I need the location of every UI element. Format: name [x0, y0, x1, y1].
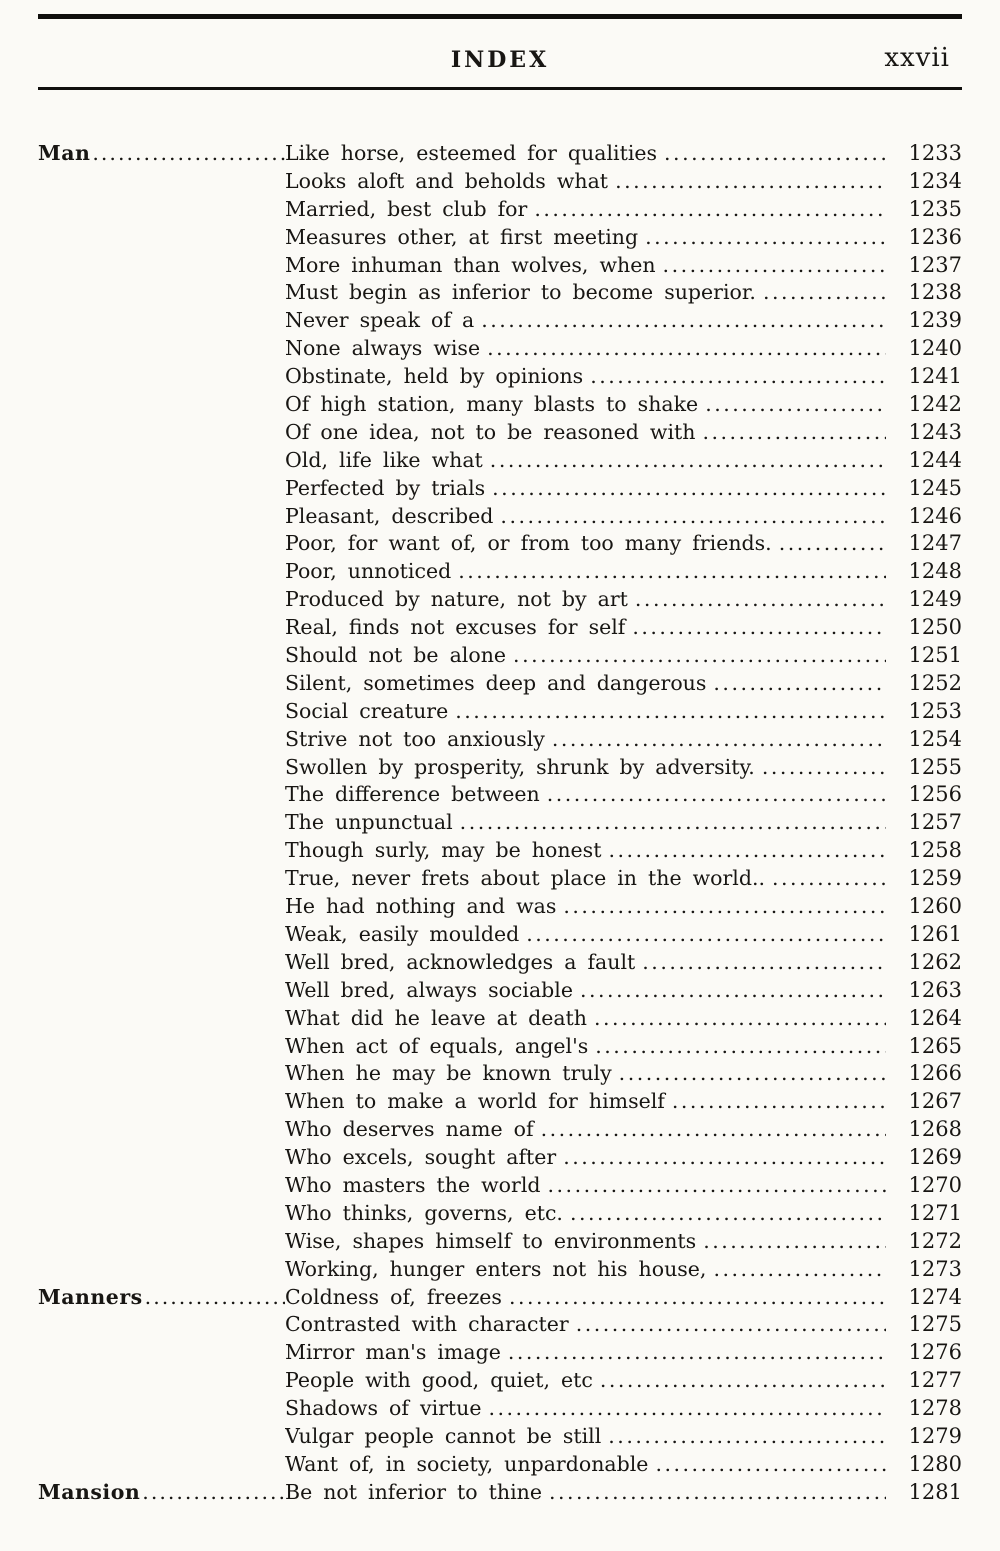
leader-dots — [702, 419, 886, 447]
index-row — [38, 1060, 962, 1088]
entry-text: Who masters the world — [285, 1172, 541, 1197]
entry-cell — [285, 475, 890, 503]
index-row — [38, 447, 962, 475]
leader-dots — [455, 698, 886, 726]
leader-dots — [762, 754, 886, 782]
index-row — [38, 140, 962, 168]
leader-dots — [672, 1088, 886, 1116]
leader-dots — [547, 781, 886, 809]
entry-text: The difference between — [285, 782, 540, 807]
index-list — [38, 140, 962, 1507]
leader-dots — [458, 558, 886, 586]
entry-cell — [285, 1060, 890, 1088]
entry-page-number: 1263 — [908, 977, 962, 1002]
term-leader-dots — [92, 140, 285, 168]
entry-text: Should not be alone — [285, 643, 507, 668]
entry-cell — [285, 363, 890, 391]
entry-page-number: 1256 — [908, 782, 962, 807]
entry-cell — [285, 1088, 890, 1116]
entry-text: Married, best club for — [285, 196, 528, 221]
entry-cell — [285, 530, 890, 558]
entry-cell — [285, 419, 890, 447]
entry-page-number: 1281 — [908, 1479, 962, 1504]
term-leader-dots — [142, 1479, 285, 1507]
entry-text: Vulgar people cannot be still — [285, 1423, 602, 1448]
entry-text: What did he leave at death — [285, 1005, 588, 1030]
entry-text: None always wise — [285, 336, 481, 361]
entry-text: Of one idea, not to be reasoned with — [285, 419, 696, 444]
entry-cell — [285, 1423, 890, 1451]
term-leader-dots — [145, 1284, 285, 1312]
entry-page-number: 1257 — [908, 810, 962, 835]
leader-dots — [663, 252, 886, 280]
header-rule — [38, 87, 962, 90]
entry-page-number: 1254 — [908, 726, 962, 751]
leader-dots — [608, 837, 886, 865]
index-row — [38, 1423, 962, 1451]
entry-page-number: 1266 — [908, 1061, 962, 1086]
index-row — [38, 921, 962, 949]
entry-page-number: 1245 — [908, 475, 962, 500]
index-row — [38, 363, 962, 391]
entry-page-number: 1235 — [908, 196, 962, 221]
leader-dots — [632, 614, 886, 642]
leader-dots — [534, 196, 886, 224]
leader-dots — [563, 893, 886, 921]
entry-cell — [285, 1144, 890, 1172]
leader-dots — [619, 1060, 886, 1088]
entry-text: Coldness of, freezes — [285, 1284, 502, 1309]
entry-text: Never speak of a — [285, 308, 475, 333]
entry-cell — [285, 252, 890, 280]
leader-dots — [500, 503, 886, 531]
entry-cell — [285, 1311, 890, 1339]
entry-cell — [285, 1172, 890, 1200]
leader-dots — [508, 1339, 886, 1367]
entry-text: Wise, shapes himself to environments — [285, 1228, 697, 1253]
leader-dots — [481, 307, 886, 335]
entry-text: Well bred, acknowledges a fault — [285, 949, 636, 974]
entry-page-number: 1246 — [908, 503, 962, 528]
entry-cell — [285, 1479, 890, 1507]
index-row — [38, 279, 962, 307]
entry-text: Though surly, may be honest — [285, 838, 602, 863]
index-row — [38, 781, 962, 809]
leader-dots — [580, 977, 886, 1005]
index-row — [38, 977, 962, 1005]
index-row — [38, 1339, 962, 1367]
leader-dots — [549, 1479, 886, 1507]
entry-text: Mirror man's image — [285, 1340, 501, 1365]
index-row — [38, 1088, 962, 1116]
entry-cell — [285, 447, 890, 475]
leader-dots — [713, 1256, 886, 1284]
leader-dots — [487, 335, 886, 363]
entry-cell — [285, 168, 890, 196]
entry-text: Measures other, at first meeting — [285, 224, 639, 249]
leader-dots — [541, 1116, 886, 1144]
entry-text: Strive not too anxiously — [285, 726, 545, 751]
entry-page-number: 1276 — [908, 1340, 962, 1365]
entry-cell — [285, 1451, 890, 1479]
leader-dots — [763, 279, 886, 307]
entry-page-number: 1279 — [908, 1423, 962, 1448]
entry-page-number: 1259 — [908, 866, 962, 891]
entry-cell — [285, 642, 890, 670]
entry-page-number: 1238 — [908, 280, 962, 305]
leader-dots — [595, 1033, 886, 1061]
entry-text: People with good, quiet, etc — [285, 1368, 593, 1393]
leader-dots — [615, 168, 886, 196]
page-header — [38, 19, 962, 87]
index-row — [38, 893, 962, 921]
entry-page-number: 1249 — [908, 587, 962, 612]
leader-dots — [655, 1451, 886, 1479]
entry-page-number: 1233 — [908, 141, 962, 165]
entry-text: Old, life like what — [285, 447, 483, 472]
entry-page-number: 1237 — [908, 252, 962, 277]
entry-page-number: 1278 — [908, 1396, 962, 1421]
entry-cell — [285, 1005, 890, 1033]
entry-cell — [285, 698, 890, 726]
index-row — [38, 865, 962, 893]
index-row — [38, 475, 962, 503]
entry-cell — [285, 1367, 890, 1395]
entry-text: The unpunctual — [285, 810, 453, 835]
entry-page-number: 1277 — [908, 1368, 962, 1393]
index-row — [38, 419, 962, 447]
entry-cell — [285, 809, 890, 837]
entry-text: Pleasant, described — [285, 503, 494, 528]
entry-text: Perfected by trials — [285, 475, 486, 500]
index-row — [38, 558, 962, 586]
entry-page-number: 1269 — [908, 1145, 962, 1170]
entry-page-number: 1267 — [908, 1089, 962, 1114]
entry-cell — [285, 837, 890, 865]
index-row — [38, 530, 962, 558]
entry-text: Silent, sometimes deep and dangerous — [285, 670, 707, 695]
leader-dots — [645, 224, 886, 252]
index-term: Mansion — [38, 1479, 141, 1504]
entry-cell — [285, 893, 890, 921]
entry-text: When to make a world for himself — [285, 1089, 665, 1114]
index-row — [38, 391, 962, 419]
entry-page-number: 1271 — [908, 1200, 962, 1225]
entry-text: More inhuman than wolves, when — [285, 252, 656, 277]
entry-text: Obstinate, held by opinions — [285, 364, 584, 389]
entry-page-number: 1262 — [908, 949, 962, 974]
entry-cell — [285, 865, 890, 893]
index-row — [38, 168, 962, 196]
entry-text: Want of, in society, unpardonable — [285, 1451, 649, 1476]
index-row — [38, 754, 962, 782]
index-title: INDEX — [450, 47, 550, 73]
entry-cell — [285, 754, 890, 782]
entry-page-number: 1264 — [908, 1005, 962, 1030]
index-row — [38, 642, 962, 670]
entry-page-number: 1242 — [908, 392, 962, 417]
entry-text: Looks aloft and beholds what — [285, 168, 609, 193]
index-row — [38, 307, 962, 335]
leader-dots — [548, 1172, 886, 1200]
entry-page-number: 1255 — [908, 754, 962, 779]
entry-text: Social creature — [285, 698, 449, 723]
leader-dots — [489, 1395, 887, 1423]
index-row — [38, 252, 962, 280]
entry-text: Poor, for want of, or from too many friends. — [285, 531, 772, 556]
entry-page-number: 1260 — [908, 894, 962, 919]
entry-cell — [285, 1200, 890, 1228]
entry-page-number: 1272 — [908, 1228, 962, 1253]
leader-dots — [509, 1284, 886, 1312]
entry-text: Shadows of virtue — [285, 1396, 482, 1421]
entry-page-number: 1234 — [908, 168, 962, 193]
index-row — [38, 809, 962, 837]
index-row — [38, 586, 962, 614]
entry-cell — [285, 196, 890, 224]
entry-text: Working, hunger enters not his house, — [285, 1256, 707, 1281]
entry-text: Of high station, many blasts to shake — [285, 392, 699, 417]
index-term: Manners — [38, 1284, 143, 1309]
leader-dots — [570, 1200, 886, 1228]
entry-page-number: 1244 — [908, 447, 962, 472]
leader-dots — [576, 1311, 886, 1339]
entry-page-number: 1239 — [908, 308, 962, 333]
entry-cell — [285, 1228, 890, 1256]
index-row — [38, 698, 962, 726]
entry-page-number: 1236 — [908, 224, 962, 249]
leader-dots — [563, 1144, 886, 1172]
entry-cell — [285, 977, 890, 1005]
index-row — [38, 949, 962, 977]
entry-page-number: 1275 — [908, 1312, 962, 1337]
leader-dots — [490, 447, 886, 475]
index-row — [38, 1116, 962, 1144]
entry-text: He had nothing and was — [285, 894, 557, 919]
leader-dots — [594, 1005, 886, 1033]
entry-page-number: 1241 — [908, 364, 962, 389]
index-row — [38, 670, 962, 698]
index-row — [38, 1200, 962, 1228]
entry-cell — [285, 335, 890, 363]
entry-cell — [285, 1339, 890, 1367]
entry-page-number: 1252 — [908, 670, 962, 695]
leader-dots — [526, 921, 886, 949]
leader-dots — [492, 475, 886, 503]
entry-page-number: 1248 — [908, 559, 962, 584]
index-row — [38, 1451, 962, 1479]
leader-dots — [705, 391, 886, 419]
folio-page-number: xxvii — [884, 43, 950, 73]
index-row — [38, 1256, 962, 1284]
entry-cell — [285, 586, 890, 614]
entry-text: Contrasted with character — [285, 1312, 569, 1337]
entry-text: Swollen by prosperity, shrunk by adversity. — [285, 754, 755, 779]
entry-cell — [285, 726, 890, 754]
index-row — [38, 1005, 962, 1033]
entry-text: Real, finds not excuses for self — [285, 615, 626, 640]
leader-dots — [590, 363, 886, 391]
entry-cell — [285, 949, 890, 977]
entry-page-number: 1243 — [908, 419, 962, 444]
index-row — [38, 1284, 962, 1312]
entry-text: Like horse, esteemed for qualities — [285, 141, 658, 165]
entry-page-number: 1258 — [908, 838, 962, 863]
term-cell — [38, 1479, 285, 1507]
entry-page-number: 1268 — [908, 1117, 962, 1142]
index-row — [38, 224, 962, 252]
entry-page-number: 1270 — [908, 1172, 962, 1197]
entry-page-number: 1274 — [908, 1284, 962, 1309]
entry-cell — [285, 1116, 890, 1144]
index-row — [38, 726, 962, 754]
entry-page-number: 1251 — [908, 643, 962, 668]
entry-text: Well bred, always sociable — [285, 977, 573, 1002]
entry-cell — [285, 921, 890, 949]
index-row — [38, 1311, 962, 1339]
index-row — [38, 335, 962, 363]
leader-dots — [703, 1228, 886, 1256]
entry-page-number: 1253 — [908, 698, 962, 723]
leader-dots — [772, 865, 886, 893]
index-row — [38, 1479, 962, 1507]
leader-dots — [608, 1423, 886, 1451]
entry-cell — [285, 558, 890, 586]
entry-cell — [285, 1256, 890, 1284]
index-row — [38, 1144, 962, 1172]
index-row — [38, 196, 962, 224]
entry-text: True, never frets about place in the world.. — [285, 866, 766, 891]
leader-dots — [513, 642, 886, 670]
entry-text: Who thinks, governs, etc. — [285, 1200, 563, 1225]
term-cell — [38, 1284, 285, 1312]
entry-text: Weak, easily moulded — [285, 921, 520, 946]
entry-cell — [285, 391, 890, 419]
entry-cell — [285, 279, 890, 307]
leader-dots — [713, 670, 886, 698]
leader-dots — [635, 586, 886, 614]
entry-cell — [285, 670, 890, 698]
entry-cell — [285, 614, 890, 642]
index-row — [38, 1228, 962, 1256]
entry-cell — [285, 224, 890, 252]
entry-cell — [285, 140, 890, 168]
leader-dots — [600, 1367, 886, 1395]
entry-page-number: 1261 — [908, 921, 962, 946]
index-row — [38, 1395, 962, 1423]
index-row — [38, 1033, 962, 1061]
entry-text: Who excels, sought after — [285, 1145, 557, 1170]
entry-text: When act of equals, angel's — [285, 1033, 589, 1058]
entry-page-number: 1265 — [908, 1033, 962, 1058]
entry-text: When he may be known truly — [285, 1061, 612, 1086]
index-row — [38, 503, 962, 531]
index-row — [38, 614, 962, 642]
index-term: Man — [38, 141, 91, 165]
entry-text: Be not inferior to thine — [285, 1479, 542, 1504]
leader-dots — [642, 949, 886, 977]
entry-cell — [285, 1395, 890, 1423]
leader-dots — [779, 530, 886, 558]
entry-cell — [285, 503, 890, 531]
entry-page-number: 1273 — [908, 1256, 962, 1281]
entry-page-number: 1247 — [908, 531, 962, 556]
leader-dots — [460, 809, 886, 837]
entry-text: Poor, unnoticed — [285, 559, 452, 584]
leader-dots — [552, 726, 886, 754]
entry-cell — [285, 1284, 890, 1312]
index-row — [38, 1172, 962, 1200]
index-row — [38, 837, 962, 865]
entry-cell — [285, 1033, 890, 1061]
entry-text: Who deserves name of — [285, 1117, 534, 1142]
entry-cell — [285, 307, 890, 335]
entry-page-number: 1280 — [908, 1451, 962, 1476]
entry-page-number: 1250 — [908, 615, 962, 640]
term-cell — [38, 140, 285, 168]
entry-page-number: 1240 — [908, 336, 962, 361]
entry-cell — [285, 781, 890, 809]
leader-dots — [664, 140, 886, 168]
entry-text: Must begin as inferior to become superior. — [285, 280, 756, 305]
entry-text: Produced by nature, not by art — [285, 587, 628, 612]
index-row — [38, 1367, 962, 1395]
